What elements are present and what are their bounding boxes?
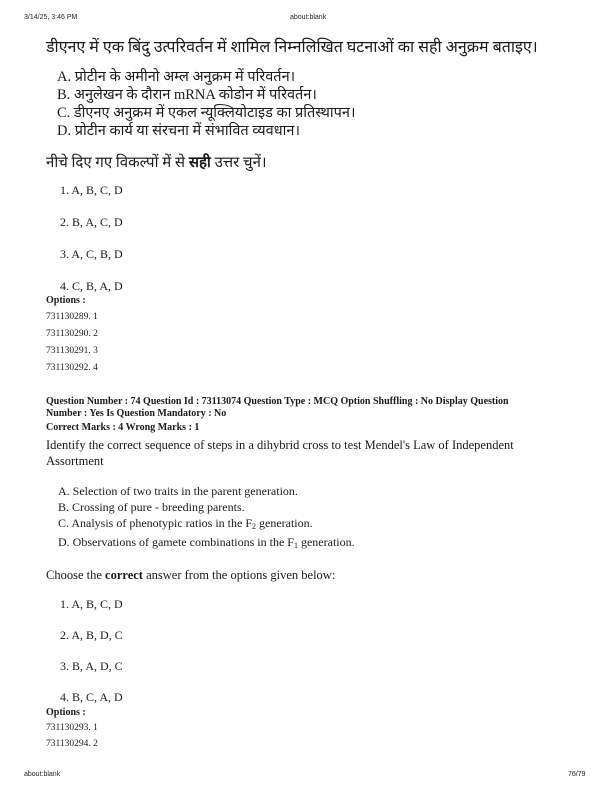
options-label: Options :: [46, 707, 86, 718]
statement-d: D. Observations of gamete combinations in the $F_1$ generation.: [58, 535, 355, 550]
print-footer-url: about:blank: [24, 771, 61, 778]
question-text-line: Identify the correct sequence of steps in a dihybrid cross to test Mendel's Law of Independent: [46, 438, 514, 452]
question-text-hindi: डीएनए में एक बिंदु उत्परिवर्तन में शामिल निम्नलिखित घटनाओं का सही अनुक्रम बताइए।: [46, 39, 538, 56]
statement-d-hindi: D. प्रोटीन कार्य या संरचना में संभावित व्यवधान।: [57, 123, 300, 139]
answer-choice-4: 4. C, B, A, D: [60, 279, 123, 293]
statement-a: A. Selection of two traits in the parent generation.: [58, 484, 298, 498]
option-id: 731130294. 2: [46, 739, 98, 749]
page-counter: 76/79: [568, 771, 586, 778]
statement-b-hindi: B. अनुलेखन के दौरान mRNA कोडोन में परिवर्तन।: [57, 87, 317, 103]
answer-choice-3: 3. B, A, D, C: [60, 659, 123, 673]
question-meta-line: Question Number : 74 Question Id : 73113074 Question Type : MCQ Option Shuffling : No Display Question: [46, 396, 509, 407]
answer-choice-3: 3. A, C, B, D: [60, 247, 123, 261]
question-meta-line: Number : Yes Is Question Mandatory : No: [46, 408, 227, 419]
statement-b: B. Crossing of pure - breeding parents.: [58, 500, 245, 514]
print-page-title: about:blank: [290, 14, 327, 21]
answer-choice-2: 2. B, A, C, D: [60, 215, 123, 229]
statement-c: C. Analysis of phenotypic ratios in the $F_2$ generation.: [58, 516, 313, 531]
answer-choice-1: 1. A, B, C, D: [60, 597, 123, 611]
statement-c-hindi: C. डीएनए अनुक्रम में एकल न्यूक्लियोटाइड का प्रतिस्थापन।: [57, 105, 356, 121]
question-text-line: Assortment: [46, 454, 104, 468]
choose-instruction: Choose the correct answer from the options given below:: [46, 568, 336, 582]
option-id: 731130289. 1: [46, 312, 98, 322]
answer-choice-1: 1. A, B, C, D: [60, 183, 123, 197]
option-id: 731130292. 4: [46, 363, 98, 373]
question-marks: Correct Marks : 4 Wrong Marks : 1: [46, 422, 200, 433]
answer-choice-2: 2. A, B, D, C: [60, 628, 123, 642]
option-id: 731130290. 2: [46, 329, 98, 339]
print-datetime: 3/14/25, 3:46 PM: [24, 14, 78, 21]
option-id: 731130293. 1: [46, 723, 98, 733]
options-label: Options :: [46, 295, 86, 306]
choose-instruction-hindi: नीचे दिए गए विकल्पों में से सही उत्तर चुनें।: [46, 155, 267, 171]
option-id: 731130291. 3: [46, 346, 98, 356]
answer-choice-4: 4. B, C, A, D: [60, 690, 123, 704]
statement-a-hindi: A. प्रोटीन के अमीनो अम्ल अनुक्रम में परिवर्तन।: [57, 69, 296, 85]
